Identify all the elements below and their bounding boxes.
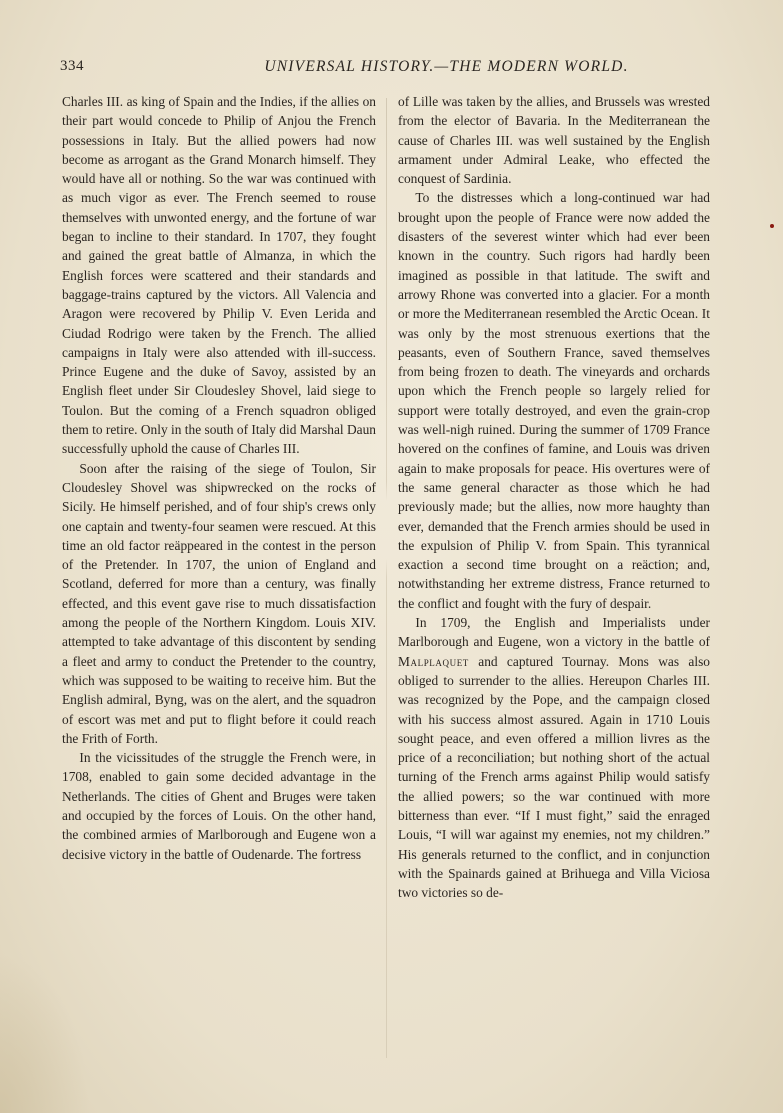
ink-speck (770, 224, 774, 228)
paragraph: To the distresses which a long-continued war had brought upon the people of France were now added the disasters of the severest winter which had ever been known in the country. Such rigors had hardly been imagined as possible in that latitude. The swift and arrowy Rhone was converted into a glacier. For a month or more the Mediterranean resembled the Arctic Ocean. It was only by the most strenuous exertions that the peasants, even of Southern France, saved themselves from being frozen to death. The vineyards and orchards upon which the French people so largely relied for support were totally destroyed, and even the grain-crop was well-nigh ruined. During the summer of 1709 France hovered on the confines of famine, and Louis was driven again to make proposals for peace. His overtures were of the same general character as those which he had previously made; but the allies, now more haughty than ever, demanded that the French armies should be used in the expulsion of Philip V. from Spain. This tyrannical exaction a second time brought on a reäction; and, notwithstanding her extreme distress, France returned to the conflict and fought with the fury of despair. (398, 190, 710, 611)
paragraph-text: In 1709, the English and Imperialists under Marlborough and Eugene, won a victory in the battle of (398, 615, 710, 650)
column-divider (386, 98, 387, 1058)
paragraph: of Lille was taken by the allies, and Brussels was wrested from the elector of Bavaria. In the Mediterranean the cause of Charles III. was well sustained by the English armament under Admiral Leake, who effected the conquest of Sardinia. (398, 94, 710, 187)
right-column (398, 92, 710, 902)
paragraph-text: and captured Tournay. Mons was also obliged to surrender to the allies. Hereupon Charles III. was recognized by the Pope, and the campaign closed with his success almost assured. Again in 1710 Louis sought peace, and even offered a million livres as the price of a reconciliation; but nothing short of the actual turning of the French arms against Philip would satisfy the allied powers; so the war continued with more bitterness than ever. “If I must fight,” said the enraged Louis, “I will war against my enemies, not my children.” His generals returned to the conflict, and in conjunction with the Spainards gained at Brihuega and Villa Viciosa two victories so de- (398, 653, 710, 901)
paragraph: Charles III. as king of Spain and the Indies, if the allies on their part would concede to Philip of Anjou the French possessions in Italy. But the allied powers had now become as arrogant as the Grand Monarch himself. They would have all or nothing. So the war was continued with as much vigor as ever. The French seemed to rouse themselves with unwonted energy, and the fortune of war began to incline to their standard. In 1707, they fought and gained the great battle of Almanza, in which the English forces were scattered and their standards and baggage-trains captured by the victors. All Valencia and Aragon were recovered by Philip V. Even Lerida and Ciudad Rodrigo were taken by the French. The allied campaigns in Italy were also attended with ill-success. Prince Eugene and the duke of Savoy, assisted by an English fleet under Sir Cloudesley Shovel, laid siege to Toulon. But the coming of a French squadron obliged them to retire. Only in the south of Italy did Marshal Daun successfully uphold the cause of Charles III. (62, 94, 376, 457)
page-header (60, 58, 723, 80)
left-column (62, 92, 376, 864)
place-name-smallcaps: Malplaquet (398, 653, 469, 669)
page-number: 334 (60, 58, 84, 74)
paragraph: In the vicissitudes of the struggle the French were, in 1708, enabled to gain some decided advantage in the Netherlands. The cities of Ghent and Bruges were taken and occupied by the forces of Louis. On the other hand, the combined armies of Marlborough and Eugene won a decisive victory in the battle of Oudenarde. The fortress (62, 750, 376, 862)
running-title: UNIVERSAL HISTORY.—THE MODERN WORLD. (264, 58, 629, 75)
paragraph (398, 613, 710, 902)
paragraph: Soon after the raising of the siege of Toulon, Sir Cloudesley Shovel was shipwrecked on the rocks of Sicily. He himself perished, and of four ship's crews only one captain and twenty-four seamen were rescued. At this time an old factor reäppeared in the contest in the person of the Pretender. In 1707, the union of England and Scotland, deferred for more than a century, was finally effected, and this event gave rise to much dissatisfaction among the people of the Northern Kingdom. Louis XIV. attempted to take advantage of this discontent by sending a fleet and army to conduct the Pretender to the country, which was supposed to be waiting to receive him. But the English admiral, Byng, was on the alert, and the squadron of escort was met and put to flight before it could reach the Frith of Forth. (62, 460, 376, 746)
paper-stain (0, 953, 90, 1113)
